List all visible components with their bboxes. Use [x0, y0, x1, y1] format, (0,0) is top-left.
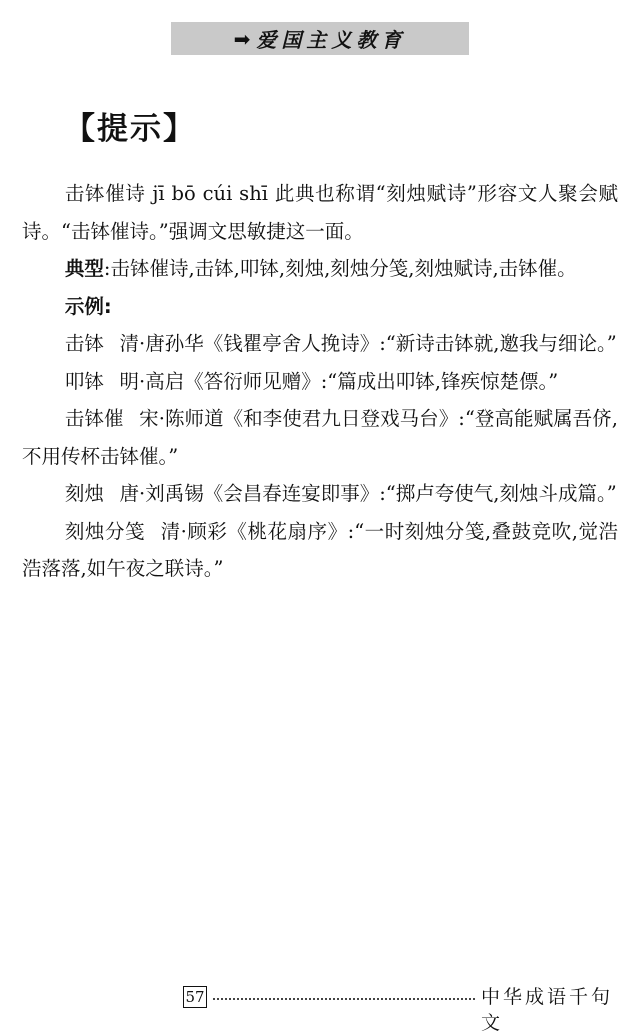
example-item [22, 400, 618, 475]
typical-text: :击钵催诗,击钵,叩钵,刻烛,刻烛分笺,刻烛赋诗,击钵催。 [103, 257, 577, 280]
example-term: 击钵催 [64, 407, 124, 430]
example-term: 刻烛 [64, 482, 104, 505]
example-quote: “新诗击钵就,邀我与细论。” [385, 332, 617, 355]
example-source: 唐·刘禹锡《会昌春连宴即事》: [119, 482, 386, 505]
example-quote: “登高能赋属吾侪,不用传杯击钵催。” [22, 407, 618, 468]
header-banner [171, 22, 469, 55]
example-item [22, 325, 618, 363]
example-item [22, 475, 618, 513]
examples-label: 示例: [64, 294, 112, 318]
example-term: 击钵 [64, 332, 104, 355]
typical-paragraph [22, 250, 618, 288]
intro-paragraph: 击钵催诗 jī bō cúi shī 此典也称谓“刻烛赋诗”形容文人聚会赋诗。“击钵催诗。”强调文思敏捷这一面。 [22, 182, 618, 243]
example-quote: “掷卢夸使气,刻烛斗成篇。” [385, 482, 617, 505]
example-term: 叩钵 [64, 369, 104, 393]
page-number: 57 [183, 986, 207, 1008]
main-content [22, 175, 618, 588]
example-source: 清·唐孙华《钱瞿亭舍人挽诗》: [119, 332, 386, 355]
section-title: 【提示】 [64, 111, 196, 147]
arrow-right-icon: ➡ [233, 26, 251, 51]
book-title: 中华成语千句文 [481, 986, 614, 1034]
example-source: 宋·陈师道《和李使君九日登戏马台》: [139, 407, 465, 430]
examples-heading [22, 288, 618, 326]
header-title: 爱国主义教育 [256, 28, 407, 52]
example-quote: “篇成出叩钵,锋疾惊楚僄。” [327, 369, 559, 393]
example-item [22, 363, 618, 401]
typical-label: 典型 [64, 257, 104, 280]
dotted-leader [213, 998, 475, 1000]
example-item [22, 513, 618, 588]
example-source: 清·顾彩《桃花扇序》: [160, 519, 355, 543]
example-source: 明·高启《答衍师见赠》: [119, 369, 328, 393]
example-quote: “一时刻烛分笺,叠鼓竞吹,觉浩浩落落,如午夜之联诗。” [22, 519, 618, 580]
example-term: 刻烛分笺 [64, 519, 146, 543]
page-footer [183, 984, 615, 1034]
